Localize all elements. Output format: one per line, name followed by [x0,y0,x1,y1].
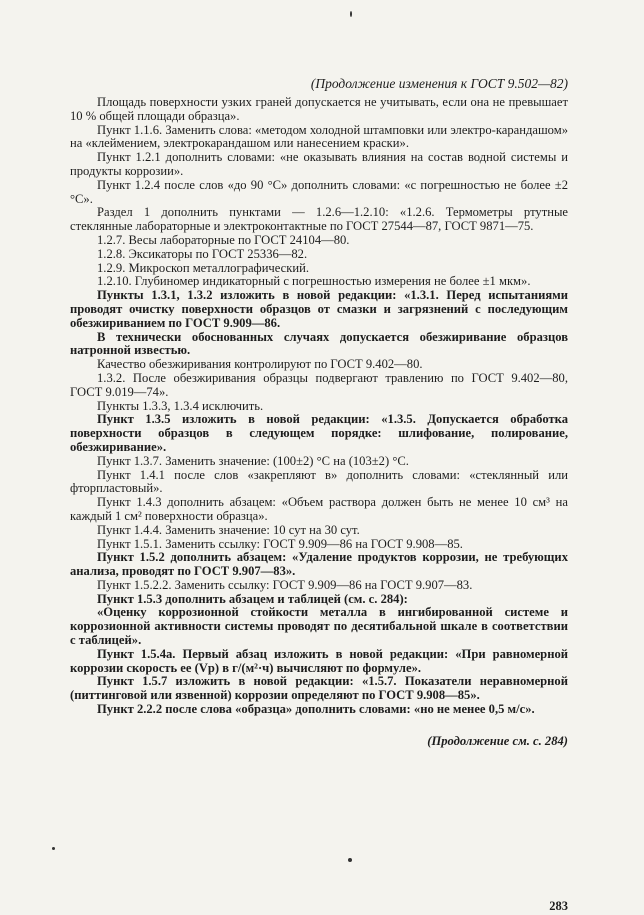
paragraph: Пункт 1.5.3 дополнить абзацем и таблицей (см. с. 284): [97,591,408,606]
paragraph: Пункт 1.1.6. Заменить слова: «методом холодной штамповки или электро-карандашом» на «клеймением, электрокарандашом или нанесением краски». [70,122,568,151]
paragraph: Пункт 2.2.2 после слова «образца» дополнить словами: «но не менее 0,5 м/с». [97,702,535,717]
print-speck [348,858,352,862]
paragraph: Пункт 1.5.4а. Первый абзац изложить в новой редакции: «При равномерной коррозии скорость ее (Vр) в г/(м²·ч) вычисляют по формуле». [70,646,568,675]
paragraph: Пункты 1.3.3, 1.3.4 исключить. [97,398,264,413]
paragraph: Пункт 1.2.1 дополнить словами: «не оказывать влияния на состав водной системы и продукты коррозии». [70,150,568,178]
paragraph: Пункт 1.3.7. Заменить значение: (100±2) °С на (103±2) °С. [97,453,409,468]
paragraph: Пункт 1.5.2 дополнить абзацем: «Удаление продуктов коррозии, не требующих анализа, проводят по ГОСТ 9.907—83». [70,550,568,579]
body-text [70,96,568,717]
print-speck [350,11,352,17]
paragraph: Пункт 1.3.5 изложить в новой редакции: «1.3.5. Допускается обработка поверхности образцов в следующем порядке: шлифование, полирование, обезжиривание». [70,412,568,454]
paragraph: 1.2.8. Эксикаторы по ГОСТ 25336—82. [97,246,308,261]
paragraph: 1.2.10. Глубиномер индикаторный с погрешностью измерения не более ±1 мкм». [97,274,531,289]
print-speck [52,847,55,850]
paragraph: Пункт 1.4.1 после слов «закрепляют в» дополнить словами: «стеклянный или фторпластовый». [70,467,568,496]
paragraph: 1.2.9. Микроскоп металлографический. [97,260,310,275]
continuation-note: (Продолжение см. с. 284) [427,734,568,748]
paragraph: Пункт 1.5.2.2. Заменить ссылку: ГОСТ 9.909—86 на ГОСТ 9.907—83. [97,577,473,592]
paragraph: Пункты 1.3.1, 1.3.2 изложить в новой редакции: «1.3.1. Перед испытаниями проводят очистку поверхности образцов от смазки и загрязнений с последующим обезжириванием по ГОСТ 9.909—86. [70,288,568,330]
paragraph: Пункт 1.5.1. Заменить ссылку: ГОСТ 9.909—86 на ГОСТ 9.908—85. [97,536,463,551]
paragraph: Пункт 1.4.3 дополнить абзацем: «Объем раствора должен быть не менее 10 см³ на каждый 1 см² поверхности образца». [70,495,568,523]
paragraph: В технически обоснованных случаях допускается обезжиривание образцов натронной известью. [70,329,568,358]
paragraph: Площадь поверхности узких граней допускается не учитывать, если она не превышает 10 % общей площади образца». [70,95,568,123]
paragraph: Пункт 1.4.4. Заменить значение: 10 сут на 30 сут. [97,522,360,537]
paragraph: 1.3.2. После обезжиривания образцы подвергают травлению по ГОСТ 9.402—80, ГОСТ 9.019—74». [70,370,568,399]
paragraph: Пункт 1.5.7 изложить в новой редакции: «1.5.7. Показатели неравномерной (питтинговой или язвенной) коррозии определяют по ГОСТ 9.908—85». [70,674,568,703]
paragraph: «Оценку коррозионной стойкости металла в ингибированной системе и коррозионной активности системы проводят по десятибальной шкале в соответствии с таблицей». [70,605,568,648]
paragraph: 1.2.7. Весы лабораторные по ГОСТ 24104—80. [97,232,350,247]
page-number: 283 [549,899,568,913]
running-header: (Продолжение изменения к ГОСТ 9.502—82) [310,76,568,91]
paragraph: Раздел 1 дополнить пунктами — 1.2.6—1.2.10: «1.2.6. Термометры ртутные стеклянные лабораторные и электроконтактные по ГОСТ 27544—87, ГОСТ 9871—75. [70,205,568,234]
paragraph: Пункт 1.2.4 после слов «до 90 °С» дополнить словами: «с погрешностью не более ±2 °С». [70,177,568,206]
paragraph: Качество обезжиривания контролируют по ГОСТ 9.402—80. [97,357,423,372]
